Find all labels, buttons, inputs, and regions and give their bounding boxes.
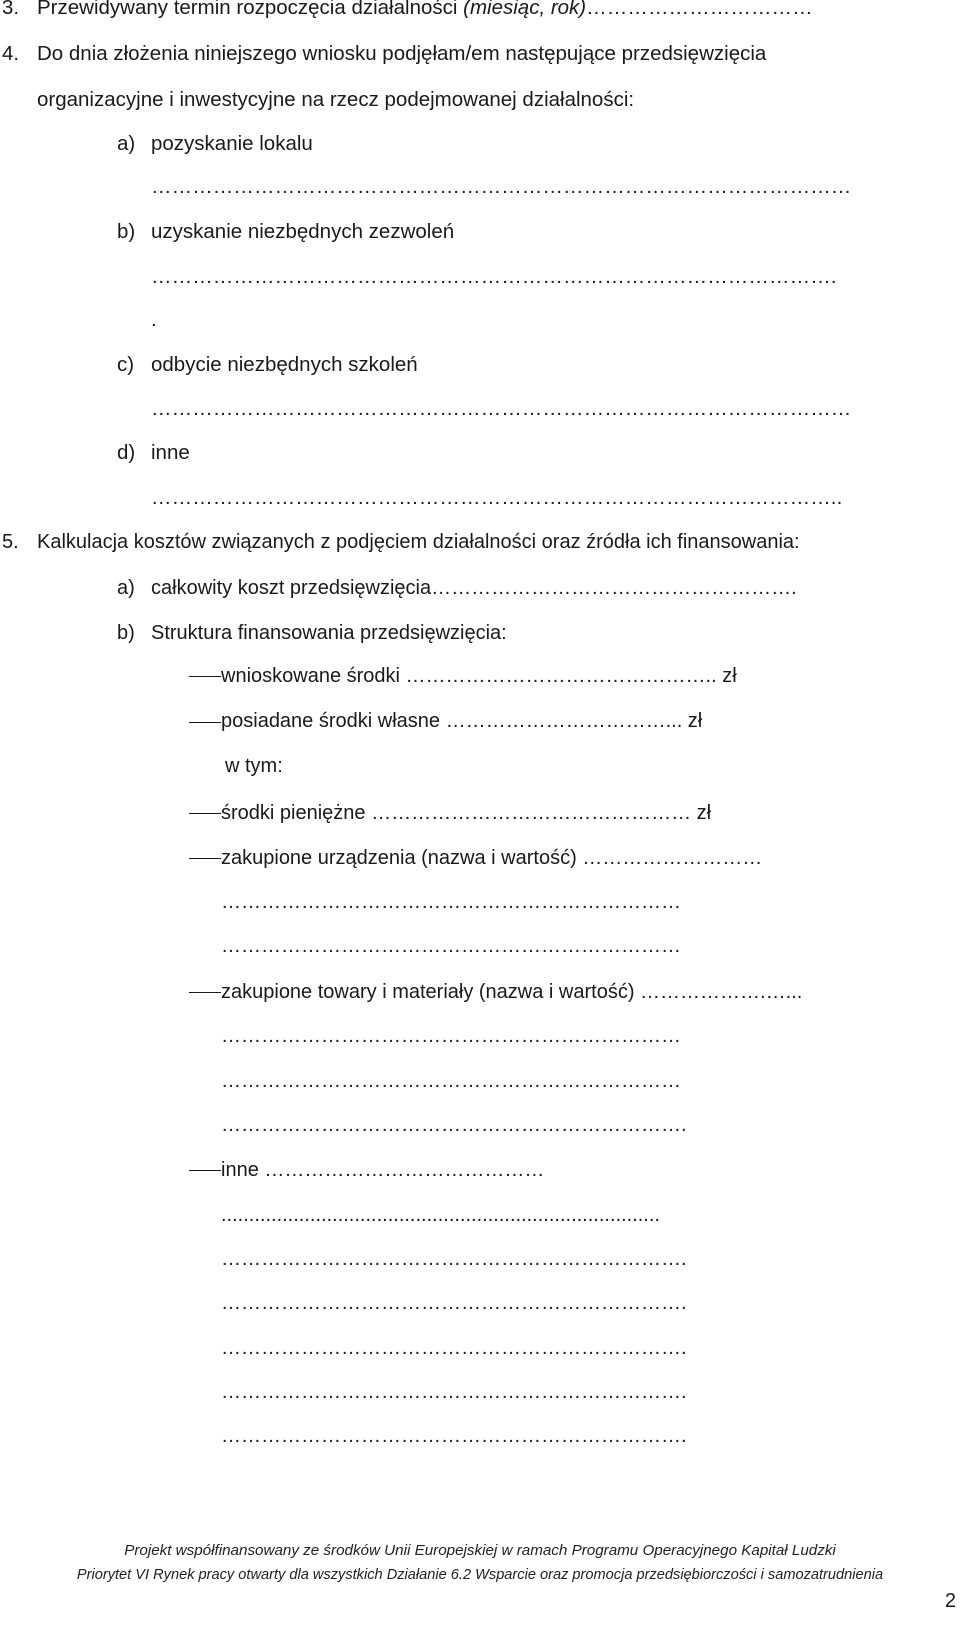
footer-line-2: Priorytet VI Rynek pracy otwarty dla wszystkich Działanie 6.2 Wsparcie oraz promocja przedsiębiorczości i samozatrudnienia bbox=[76, 1567, 884, 1583]
towary-dots-3: ……………………………………………………………. bbox=[221, 1114, 687, 1136]
q3-number: 3. bbox=[2, 0, 20, 19]
dash-marker bbox=[189, 858, 221, 859]
item-pieniezne: środki pieniężne ………………………………………… zł bbox=[221, 802, 712, 824]
q4-b-dots: ………………………………………………………………………………………. bbox=[151, 265, 837, 288]
q3-text: Przewidywany termin rozpoczęcia działalności bbox=[37, 0, 464, 19]
footer-line-1: Projekt współfinansowany ze środków Unii Europejskiej w ramach Programu Operacyjnego Kapitał Ludzki bbox=[124, 1542, 836, 1559]
q4-d-text: inne bbox=[151, 441, 190, 464]
inne-dots-4: ……………………………………………………………. bbox=[221, 1337, 687, 1359]
item-towary: zakupione towary i materiały (nazwa i wartość) ……………….…... bbox=[221, 981, 803, 1003]
q5-text: Kalkulacja kosztów związanych z podjęciem działalności oraz źródła ich finansowania: bbox=[37, 531, 800, 553]
dash-marker bbox=[189, 722, 221, 723]
q4-a-dots: ………………………………………………………………………………………… bbox=[151, 175, 852, 198]
q3-line bbox=[37, 0, 813, 21]
q4-line1: Do dnia złożenia niniejszego wniosku podjęłam/em następujące przedsięwzięcia bbox=[37, 42, 767, 65]
inne-dots-6: ……………………………………………………………. bbox=[221, 1425, 687, 1447]
inne-dots-3: ……………………………………………………………. bbox=[221, 1292, 687, 1314]
q4-b-dot2: . bbox=[151, 308, 157, 331]
towary-dots-1: …………………………………………………………… bbox=[221, 1025, 681, 1047]
item-urzadzenia: zakupione urządzenia (nazwa i wartość) ……………………… bbox=[221, 847, 763, 869]
q3-dots: …………………………… bbox=[586, 0, 813, 19]
inne-dots-1: ............................................................................... bbox=[221, 1204, 660, 1226]
q4-line2: organizacyjne i inwestycyjne na rzecz podejmowanej działalności: bbox=[37, 88, 635, 111]
page-number: 2 bbox=[944, 1590, 956, 1612]
q4-b-text: uzyskanie niezbędnych zezwoleń bbox=[151, 220, 455, 243]
inne-dots-5: ……………………………………………………………. bbox=[221, 1381, 687, 1403]
q4-b-label: b) bbox=[117, 220, 136, 243]
urzadzenia-dots-2: …………………………………………………………… bbox=[221, 935, 681, 957]
q4-c-label: c) bbox=[117, 353, 135, 376]
q4-a-label: a) bbox=[117, 132, 136, 155]
item-wnioskowane: wnioskowane środki ……………………………………….. zł bbox=[221, 665, 737, 687]
q4-number: 4. bbox=[2, 42, 20, 65]
q4-d-dots: ……………………………………………………………………………………….. bbox=[151, 486, 843, 509]
q4-c-text: odbycie niezbędnych szkoleń bbox=[151, 353, 418, 376]
inne-dots-2: ……………………………………………………………. bbox=[221, 1248, 687, 1270]
q5-a-label: a) bbox=[117, 577, 135, 599]
dash-marker bbox=[189, 676, 221, 677]
item-posiadane: posiadane środki własne ……………………………... zł bbox=[221, 710, 703, 732]
q5-b-label: b) bbox=[117, 622, 135, 644]
dash-marker bbox=[189, 813, 221, 814]
dash-marker bbox=[189, 1170, 221, 1171]
q4-d-label: d) bbox=[117, 441, 136, 464]
q4-c-dots: ………………………………………………………………………………………… bbox=[151, 397, 852, 420]
item-inne: inne …………………………………… bbox=[221, 1159, 545, 1181]
item-w-tym: w tym: bbox=[225, 755, 283, 777]
q5-b-text: Struktura finansowania przedsięwzięcia: bbox=[151, 622, 507, 644]
q4-a-text: pozyskanie lokalu bbox=[151, 132, 313, 155]
q3-italic: (miesiąc, rok) bbox=[463, 0, 587, 19]
q5-number: 5. bbox=[2, 531, 19, 553]
dash-marker bbox=[189, 992, 221, 993]
urzadzenia-dots-1: …………………………………………………………… bbox=[221, 891, 681, 913]
towary-dots-2: …………………………………………………………… bbox=[221, 1070, 681, 1092]
q5-a-text: całkowity koszt przedsięwzięcia………………………………………………. bbox=[151, 577, 797, 599]
